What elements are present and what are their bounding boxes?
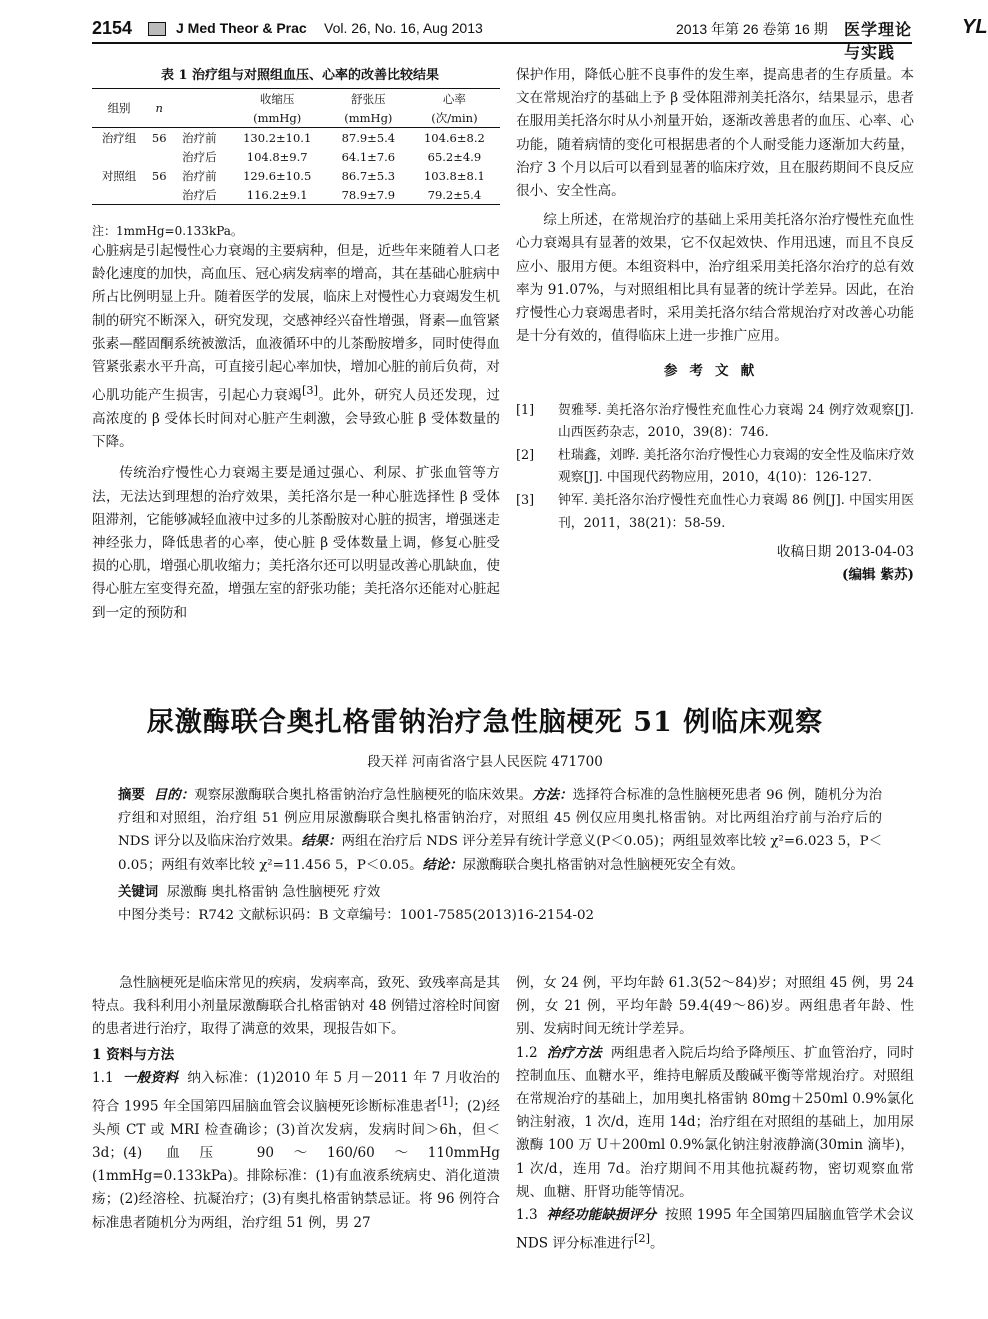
unit-dbp: (mmHg) <box>328 108 409 128</box>
journal-emblem-icon <box>148 22 166 36</box>
cell-sbp: 130.2±10.1 <box>243 130 312 145</box>
magazine-name: 医学理论与实践 <box>844 22 913 62</box>
article-title: 尿激酶联合奥扎格雷钠治疗急性脑梗死 51 例临床观察 <box>146 707 824 738</box>
lower-right-column <box>516 972 914 1256</box>
paragraph <box>92 1067 500 1235</box>
cell-hr: 104.6±8.2 <box>423 130 485 145</box>
paragraph-text: 心脏病是引起慢性心力衰竭的主要病种，但是，近些年来随着人口老龄化速度的加快，高血压、冠心病发病率的增高，其在基础心脏病中所占比例明显上升。随着医学的发展，临床上对慢性心力衰竭发生机制的研究不断深入，研究发现，交感神经兴奋性增强，肾素—血管紧张素—醛固酮系统被激活，血液循环中的儿茶酚胺增多，同时使得血管紧张素水平升高，可直接引起心率加快，增加心脏的前后负荷，对心肌功能产生损害，引起心力衰竭 <box>92 243 500 404</box>
keywords <box>118 881 882 905</box>
cell-group: 对照组 <box>101 168 137 183</box>
paragraph-text: 。 <box>650 1235 664 1252</box>
result-label: 结果： <box>301 833 342 849</box>
header-sbp: 收缩压 <box>226 89 327 109</box>
header-dbp: 舒张压 <box>328 89 409 109</box>
table-note: 注：1mmHg=0.133kPa。 <box>92 224 243 238</box>
cell-n: 56 <box>151 130 167 145</box>
result-text: 两组在治疗后 NDS 评分差异有统计学意义(P＜0.05)；两组显效率比较 χ²=6.023 5，P＜0.05；两组有效率比较 χ²=11.456 5，P＜0.05。 <box>118 834 882 873</box>
running-header <box>92 16 988 62</box>
cell-dbp: 64.1±7.6 <box>341 149 396 164</box>
paragraph: 综上所述，在常规治疗的基础上采用美托洛尔治疗慢性充血性心力衰竭具有显著的效果，它不仅起效快、作用迅速，而且不良反应小、服用方便。本组资料中，治疗组采用美托洛尔治疗的总有效率为 91.07%，与对照组相比具有显著的统计学差异。因此，在治疗慢性心力衰竭患者时，采用美托洛尔结合常规治疗对改善心功能是十分有效的，值得临床上进一步推广应用。 <box>516 212 914 345</box>
paragraph-text: 。此外，研究人员还发现，过高浓度的 β 受体长时间对心脏产生刺激，会导致心脏 β 受体数量的下降。 <box>92 387 501 451</box>
reference-number: [3] <box>516 493 535 509</box>
reference-number: [2] <box>516 447 535 463</box>
paragraph: 例，女 24 例，平均年龄 61.3(52～84)岁；对照组 45 例，男 24 例，女 21 例，平均年龄 59.4(49～86)岁。两组患者年龄、性别、发病时间无统计学差异。 <box>516 975 914 1038</box>
editor: (编辑 紫苏) <box>842 567 914 584</box>
received-date: 收稿日期 2013-04-03 <box>776 544 914 561</box>
cell-sbp: 129.6±10.5 <box>243 168 312 183</box>
cell-time: 治疗前 <box>182 130 217 145</box>
header-hr: 心率 <box>409 89 500 109</box>
cell-hr: 65.2±4.9 <box>427 149 482 164</box>
table-caption: 表 1 治疗组与对照组血压、心率的改善比较结果 <box>160 68 440 83</box>
cell-sbp: 116.2±9.1 <box>226 185 327 205</box>
cell-n <box>146 185 172 205</box>
classification: 中图分类号：R742 文献标识码：B 文章编号：1001-7585(2013)16-2154-02 <box>118 907 595 923</box>
cell-time: 治疗后 <box>172 185 226 205</box>
cell-dbp: 86.7±5.3 <box>341 168 396 183</box>
cell-sbp: 104.8±9.7 <box>246 149 308 164</box>
cell-n: 56 <box>151 168 167 183</box>
upper-right-column <box>516 64 914 588</box>
paragraph <box>516 1204 914 1256</box>
paragraph <box>516 1042 914 1204</box>
cell-group <box>92 147 146 166</box>
references-list <box>516 400 914 536</box>
method-label: 方法： <box>532 787 573 803</box>
keywords-text: 尿激酶 奥扎格雷钠 急性脑梗死 疗效 <box>166 885 381 900</box>
journal-name: J Med Theor & Prac <box>176 20 307 36</box>
unit-sbp: (mmHg) <box>226 108 327 128</box>
reference-item <box>516 490 914 535</box>
reference-item <box>516 445 914 490</box>
results-table <box>92 88 500 205</box>
article-authors: 段天祥 河南省洛宁县人民医院 471700 <box>367 754 603 770</box>
subsection-number: 1.3 <box>516 1207 538 1224</box>
abstract-text <box>118 784 882 877</box>
reference-text: 钟军. 美托洛尔治疗慢性充血性心力衰竭 86 例[J]. 中国实用医刊，2011，38(21)：58-59. <box>558 493 914 531</box>
cell-dbp: 87.9±5.4 <box>341 130 396 145</box>
paragraph <box>92 240 500 454</box>
subsection-title: 神经功能缺损评分 <box>546 1207 657 1224</box>
paragraph: 急性脑梗死是临床常见的疾病，发病率高，致死、致残率高是其特点。我科利用小剂量尿激酶联合扎格雷钠对 48 例错过溶栓时间窗的患者进行治疗，取得了满意的效果，现报告如下。 <box>92 975 500 1038</box>
paragraph-text: ；(2)经头颅 CT 或 MRI 检查确诊；(3)首次发病，发病时间＞6h，但＜3d；(4) 血压 90～160/60～110mmHg (1mmHg=0.133kPa)。排除标准：(1)有血液系统病史、消化道溃疡；(2)经溶栓、抗凝治疗；(3)有奥扎格雷钠禁忌证。将 96 例符合标准患者随机分为两组，治疗组 51 例，男 27 <box>92 1098 500 1231</box>
unit-hr: (次/min) <box>409 108 500 128</box>
conclusion-label: 结论： <box>422 856 463 873</box>
subsection-title: 治疗方法 <box>546 1044 602 1061</box>
citation: [2] <box>634 1231 651 1246</box>
table-row <box>92 128 500 148</box>
subsection-number: 1.2 <box>516 1044 538 1061</box>
reference-text: 杜瑞鑫，刘晔. 美托洛尔治疗慢性心力衰竭的安全性及临床疗效观察[J]. 中国现代药物应用，2010，4(10)：126-127. <box>558 447 914 486</box>
citation: [3] <box>301 383 319 398</box>
keywords-label: 关键词 <box>118 884 159 900</box>
cell-hr: 103.8±8.1 <box>423 168 485 183</box>
table-row <box>92 185 500 205</box>
lower-left-column <box>92 972 500 1235</box>
table-row <box>92 166 500 185</box>
cell-dbp: 78.9±7.9 <box>328 185 409 205</box>
abstract <box>118 784 882 927</box>
subsection-title: 一般资料 <box>122 1069 179 1086</box>
cell-group: 治疗组 <box>101 130 137 145</box>
upper-left-column <box>92 240 500 625</box>
volume-info-cn: 2013 年第 26 卷第 16 期 <box>676 21 828 37</box>
abstract-label: 摘要 <box>118 787 146 803</box>
subsection-number: 1.1 <box>92 1069 114 1086</box>
volume-info: Vol. 26, No. 16, Aug 2013 <box>324 20 483 36</box>
section-heading: 1 资料与方法 <box>92 1046 175 1063</box>
header-n: n <box>146 89 172 128</box>
paragraph-text: 纳入标准：(1)2010 年 5 月－2011 年 7 月收治的符合 1995 年全国第四届脑血管会议脑梗死诊断标准患者 <box>92 1069 500 1115</box>
header-group: 组别 <box>92 89 146 128</box>
objective-text: 观察尿激酶联合奥扎格雷钠治疗急性脑梗死的临床效果。 <box>194 788 533 803</box>
objective-label: 目的： <box>153 787 195 803</box>
citation: [1] <box>437 1094 454 1109</box>
paragraph-text: 按照 1995 年全国第四届脑血管学术会议 NDS 评分标准进行 <box>516 1207 914 1252</box>
table-row <box>92 147 500 166</box>
paragraph: 传统治疗慢性心力衰竭主要是通过强心、利尿、扩张血管等方法，无法达到理想的治疗效果，美托洛尔是一种心脏选择性 β 受体阻滞剂，它能够减轻血液中过多的儿茶酚胺对心脏的损害，增强迷走神经张力，降低患者的心率，使心脏 β 受体数量上调，修复心脏受损的心肌，增强心肌收缩力；美托洛尔还可以明显改善心肌缺血，使得心脏左室变得充盈，增强左室的舒张功能；美托洛尔还能对心脏起到一定的预防和 <box>92 465 500 621</box>
page-number: 2154 <box>92 18 133 38</box>
reference-item <box>516 400 914 445</box>
reference-text: 贺雅琴. 美托洛尔治疗慢性充血性心力衰竭 24 例疗效观察[J]. 山西医药杂志，2010，39(8)：746. <box>558 402 914 441</box>
magazine-logo: YL <box>962 16 988 38</box>
conclusion-text: 尿激酶联合奥扎格雷钠对急性脑梗死安全有效。 <box>462 857 744 873</box>
references-heading: 参考文献 <box>663 363 767 380</box>
cell-group <box>92 185 146 205</box>
paragraph: 保护作用，降低心脏不良事件的发生率，提高患者的生存质量。本文在常规治疗的基础上予 β 受体阻滞剂美托洛尔，结果显示，患者在服用美托洛尔时从小剂量开始，逐渐改善患者的血压、心率、心功能，随着病情的变化可根据患者的个人耐受能力逐渐加大药量，治疗 3 个月以后可以看到显著的临床疗效，且在服药期间不良反应很小、安全性高。 <box>516 67 914 200</box>
paragraph-text: 两组患者入院后均给予降颅压、扩血管治疗，同时控制血压、血糖水平，维持电解质及酸碱平衡等常规治疗。对照组在常规治疗的基础上，加用奥扎格雷钠 80mg＋250ml 0.9%氯化钠注射液，1 次/d，连用 14d；治疗组在对照组的基础上，加用尿激酶 100 万 U＋200ml 0.9%氯化钠注射液静滴(30min 滴毕)，1 次/d，连用 7d。治疗期间不用其他抗凝药物，密切观察血常规、血糖、肝肾功能等情况。 <box>516 1044 914 1200</box>
cell-time: 治疗前 <box>182 168 217 183</box>
cell-n <box>146 147 172 166</box>
header-blank <box>172 89 226 128</box>
cell-hr: 79.2±5.4 <box>409 185 500 205</box>
reference-number: [1] <box>516 402 535 418</box>
method-text: 选择符合标准的急性脑梗死患者 96 例，随机分为治疗组和对照组，治疗组 51 例应用尿激酶联合奥扎格雷钠治疗，对照组 45 例仅应用奥扎格雷钠。对比两组治疗前与治疗后的 NDS 评分以及临床治疗效果。 <box>118 788 883 849</box>
cell-time: 治疗后 <box>182 149 217 164</box>
